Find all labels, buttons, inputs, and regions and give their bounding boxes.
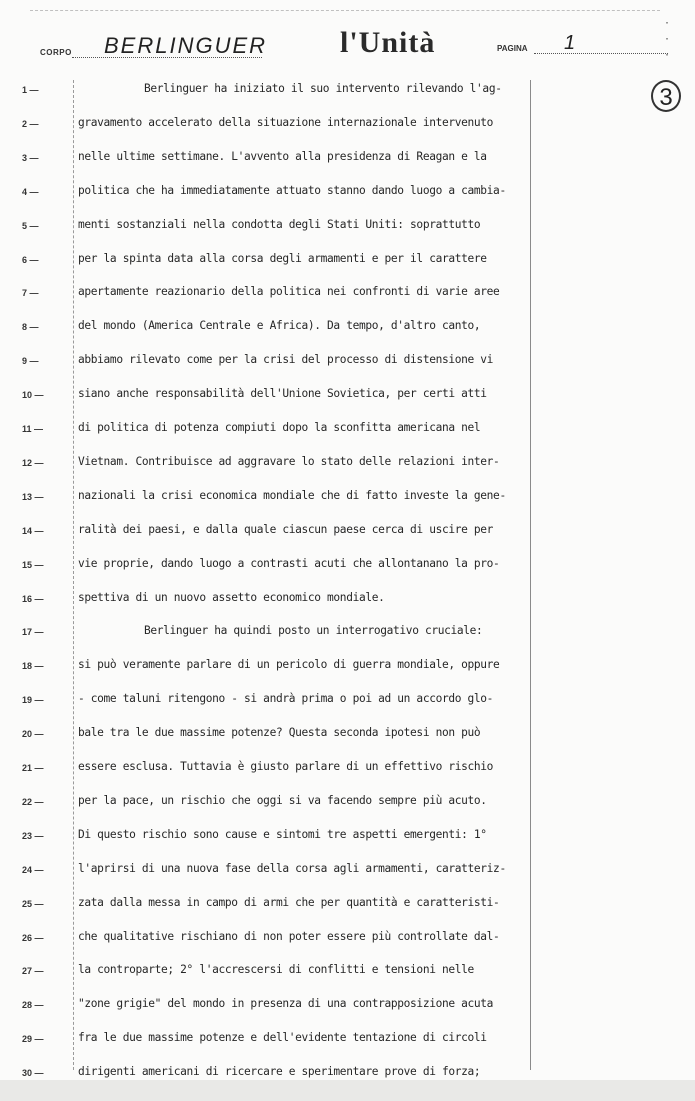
typed-line <box>0 861 695 898</box>
line-text: apertamente reazionario della politica nei confronti di varie aree <box>78 285 500 299</box>
line-text: vie proprie, dando luogo a contrasti acuti che allontanano la pro- <box>78 556 500 570</box>
line-text: menti sostanziali nella condotta degli Stati Uniti: soprattutto <box>78 217 481 231</box>
typed-line <box>0 488 695 525</box>
typed-line <box>0 217 695 254</box>
line-number: 18 — <box>22 661 44 672</box>
line-text: Berlinguer ha quindi posto un interrogativo cruciale: <box>144 624 483 638</box>
line-number: 9 — <box>22 356 39 367</box>
line-text: si può veramente parlare di un pericolo di guerra mondiale, oppure <box>78 658 500 672</box>
line-number: 16 — <box>22 593 44 604</box>
line-number: 12 — <box>22 457 44 468</box>
line-number: 21 — <box>22 763 44 773</box>
line-number: 19 — <box>22 695 44 706</box>
line-number: 2 — <box>22 118 39 129</box>
pagina-label: PAGINA <box>497 44 528 53</box>
line-number: 6 — <box>22 254 39 265</box>
line-number: 29 — <box>22 1034 44 1045</box>
margin-dots: · · · <box>664 18 671 61</box>
line-text: bale tra le due massime potenze? Questa seconda ipotesi non può <box>78 726 481 740</box>
line-text: per la pace, un rischio che oggi si va facendo sempre più acuto. <box>78 793 487 807</box>
line-text: la controparte; 2° l'accrescersi di conflitti e tensioni nelle <box>78 963 474 977</box>
line-text: zata dalla messa in campo di armi che per quantità e caratteristi- <box>78 895 500 909</box>
line-number: 14 — <box>22 525 44 536</box>
line-text: essere esclusa. Tuttavia è giusto parlare di un effettivo rischio <box>78 760 494 773</box>
typed-line <box>0 1067 695 1101</box>
typed-line <box>0 556 695 593</box>
line-text: nelle ultime settimane. L'avvento alla presidenza di Reagan e la <box>78 149 487 163</box>
typed-line <box>0 251 695 288</box>
typed-line <box>0 115 695 152</box>
line-text: nazionali la crisi economica mondiale che di fatto investe la gene- <box>78 488 506 502</box>
newspaper-logo: l'Unità <box>340 26 436 59</box>
line-number: 26 — <box>22 932 44 943</box>
line-number: 25 — <box>22 898 44 909</box>
line-number: 24 — <box>22 864 44 875</box>
line-text: l'aprirsi di una nuova fase della corsa agli armamenti, caratteriz- <box>78 861 506 875</box>
pagina-value: 1 <box>534 32 668 54</box>
typed-line <box>0 389 695 423</box>
typed-line <box>0 827 695 864</box>
typed-line <box>0 999 695 1033</box>
line-number: 10 — <box>22 390 44 401</box>
line-number: 23 — <box>22 830 44 841</box>
line-number: 30 — <box>22 1068 44 1079</box>
line-text: spettiva di un nuovo assetto economico mondiale. <box>78 590 385 604</box>
line-number: 5 — <box>22 220 39 231</box>
line-text: che qualitative rischiano di non poter essere più controllate dal- <box>78 929 500 943</box>
typed-line <box>0 183 695 220</box>
typed-line <box>0 929 695 966</box>
typed-line <box>0 728 695 762</box>
typed-line <box>0 355 695 389</box>
typed-line <box>0 762 695 796</box>
typed-line <box>0 522 695 559</box>
typed-line <box>0 149 695 186</box>
typed-line <box>0 1033 695 1067</box>
line-number: 7 — <box>22 288 39 299</box>
typed-line <box>0 454 695 491</box>
line-number: 3 — <box>22 152 39 163</box>
top-edge-dashes <box>30 10 660 13</box>
line-text: politica che ha immediatamente attuato stanno dando luogo a cambia- <box>78 183 506 197</box>
line-text: "zone grigie" del mondo in presenza di una contrapposizione acuta <box>78 997 494 1011</box>
line-number: 22 — <box>22 796 44 807</box>
line-number: 8 — <box>22 322 39 333</box>
typed-line <box>0 84 695 118</box>
line-text: siano anche responsabilità dell'Unione Sovietica, per certi atti <box>78 387 487 401</box>
line-text: abbiamo rilevato come per la crisi del processo di distensione vi <box>78 353 494 367</box>
typed-line <box>0 660 695 694</box>
corpo-label: CORPO <box>40 48 72 57</box>
typed-line <box>0 895 695 932</box>
line-text: fra le due massime potenze e dell'evidente tentazione di circoli <box>78 1031 487 1045</box>
typed-line <box>0 793 695 830</box>
line-text: Di questo rischio sono cause e sintomi tre aspetti emergenti: 1° <box>78 827 487 841</box>
line-text: gravamento accelerato della situazione internazionale intervenuto <box>78 115 494 129</box>
line-number: 27 — <box>22 966 44 977</box>
line-number: 20 — <box>22 729 44 740</box>
line-number: 13 — <box>22 491 44 502</box>
line-text: Berlinguer ha iniziato il suo intervento rilevando l'ag- <box>144 82 502 95</box>
line-number: 15 — <box>22 559 44 570</box>
line-text: di politica di potenza compiuti dopo la sconfitta americana nel <box>78 421 481 434</box>
typed-line <box>0 694 695 728</box>
circled-page-number: 3 <box>651 80 681 112</box>
corpo-value: BERLINGUER <box>72 34 262 58</box>
typed-line <box>0 321 695 355</box>
line-text: Vietnam. Contribuisce ad aggravare lo stato delle relazioni inter- <box>78 454 500 468</box>
line-number: 1 — <box>22 85 39 95</box>
typed-line <box>0 423 695 457</box>
line-text: per la spinta data alla corsa degli armamenti e per il carattere <box>78 251 487 265</box>
line-number: 17 — <box>22 627 44 638</box>
typed-line <box>0 287 695 321</box>
typed-line <box>0 590 695 627</box>
line-number: 4 — <box>22 186 39 197</box>
line-text: dirigenti americani di ricercare e sperimentare prove di forza; <box>78 1065 481 1079</box>
typed-line <box>0 626 695 660</box>
typed-line <box>0 965 695 999</box>
line-number: 11 — <box>22 424 44 434</box>
line-text: del mondo (America Centrale e Africa). Da tempo, d'altro canto, <box>78 319 481 333</box>
line-text: ralità dei paesi, e dalla quale ciascun paese cerca di uscire per <box>78 522 494 536</box>
line-text: - come taluni ritengono - si andrà prima o poi ad un accordo glo- <box>78 692 494 706</box>
line-number: 28 — <box>22 1000 44 1011</box>
